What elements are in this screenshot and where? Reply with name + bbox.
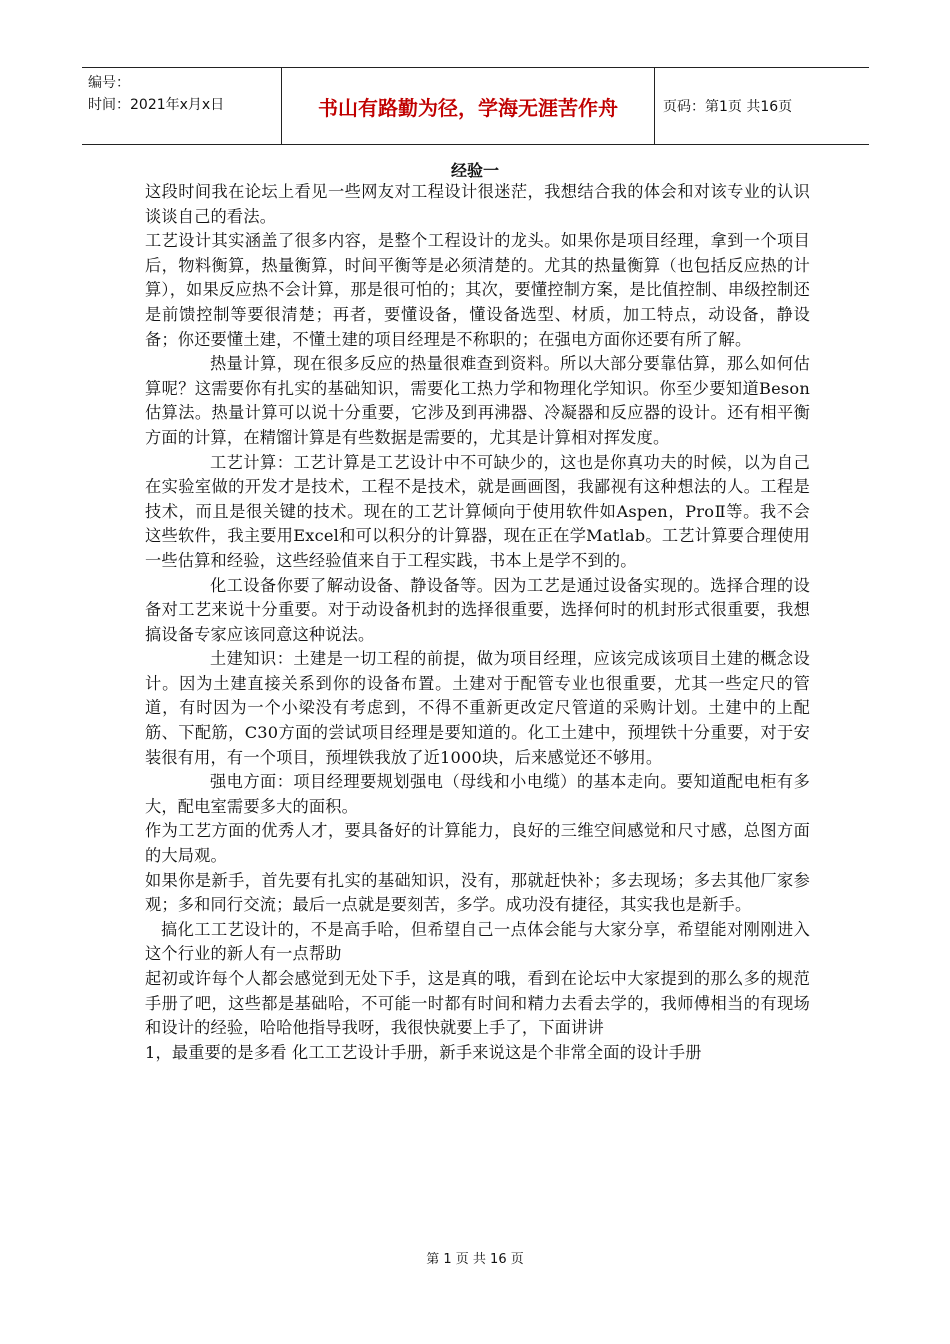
document-body [145,180,810,1065]
paragraph: 热量计算，现在很多反应的热量很难查到资料。所以大部分要靠估算，那么如何估算呢？这需要你有扎实的基础知识，需要化工热力学和物理化学知识。你至少要知道Beson估算法。热量计算可以说十分重要，它涉及到再沸器、冷凝器和反应器的设计。还有相平衡方面的计算，在精馏计算是有些数据是需要的，尤其是计算相对挥发度。 [145,354,810,447]
paragraph: 工艺计算：工艺计算是工艺设计中不可缺少的，这也是你真功夫的时候，以为自己在实验室做的开发才是技术，工程不是技术，就是画画图，我鄙视有这种想法的人。工程是技术，而且是很关键的技术。现在的工艺计算倾向于使用软件如Aspen，ProⅡ等。我不会这些软件，我主要用Excel和可以积分的计算器，现在正在学Matlab。工艺计算要合理使用一些估算和经验，这些经验值来自于工程实践，书本上是学不到的。 [145,452,810,570]
paragraph: 1，最重要的是多看 化工工艺设计手册，新手来说这是个非常全面的设计手册 [145,1042,702,1062]
document-number-label: 编号： [88,75,130,91]
page-footer: 第 1 页 共 16 页 [426,1252,524,1267]
document-time-label: 时间：2021年x月x日 [88,97,225,113]
paragraph: 搞化工工艺设计的，不是高手哈，但希望自己一点体会能与大家分享，希望能对刚刚进入这个行业的新人有一点帮助 [145,919,810,964]
document-title: 经验一 [450,161,499,180]
paragraph: 土建知识：土建是一切工程的前提，做为项目经理，应该完成该项目土建的概念设计。因为土建直接关系到你的设备布置。土建对于配管专业也很重要，尤其一些定尺的管道，有时因为一个小梁没有考虑到，不得不重新更改定尺管道的采购计划。土建中的上配筋、下配筋，C30方面的尝试项目经理是要知道的。化工土建中，预埋铁十分重要，对于安装很有用，有一个项目，预埋铁我放了近1000块，后来感觉还不够用。 [145,649,810,767]
header-page-info: 页码：第1页 共16页 [663,99,793,115]
paragraph: 如果你是新手，首先要有扎实的基础知识，没有，那就赶快补；多去现场；多去其他厂家参观；多和同行交流；最后一点就是要刻苦，多学。成功没有捷径，其实我也是新手。 [145,870,810,915]
paragraph: 起初或许每个人都会感觉到无处下手，这是真的哦，看到在论坛中大家提到的那么多的规范手册了吧，这些都是基础哈，不可能一时都有时间和精力去看去学的，我师傅相当的有现场和设计的经验，哈哈他指导我呀，我很快就要上手了，下面讲讲 [145,969,810,1038]
header-motto: 书山有路勤为径，学海无涯苦作舟 [282,68,655,144]
header-meta [82,68,282,144]
paragraph: 强电方面：项目经理要规划强电（母线和小电缆）的基本走向。要知道配电柜有多大，配电室需要多大的面积。 [145,772,810,816]
paragraph: 作为工艺方面的优秀人才，要具备好的计算能力，良好的三维空间感觉和尺寸感，总图方面的大局观。 [145,821,810,866]
paragraph: 工艺设计其实涵盖了很多内容，是整个工程设计的龙头。如果你是项目经理，拿到一个项目后，物料衡算，热量衡算，时间平衡等是必须清楚的。尤其的热量衡算（也包括反应热的计算），如果反应热不会计算，那是很可怕的；其次，要懂控制方案，是比值控制、串级控制还是前馈控制等要很清楚；再者，要懂设备，懂设备选型、材质，加工特点，动设备，静设备；你还要懂土建，不懂土建的项目经理是不称职的；在强电方面你还要有所了解。 [145,231,810,349]
paragraph: 化工设备你要了解动设备、静设备等。因为工艺是通过设备实现的。选择合理的设备对工艺来说十分重要。对于动设备机封的选择很重要，选择何时的机封形式很重要，我想搞设备专家应该同意这种说法。 [145,575,810,644]
paragraph: 这段时间我在论坛上看见一些网友对工程设计很迷茫，我想结合我的体会和对该专业的认识谈谈自己的看法。 [145,182,810,226]
page-header [82,67,869,145]
